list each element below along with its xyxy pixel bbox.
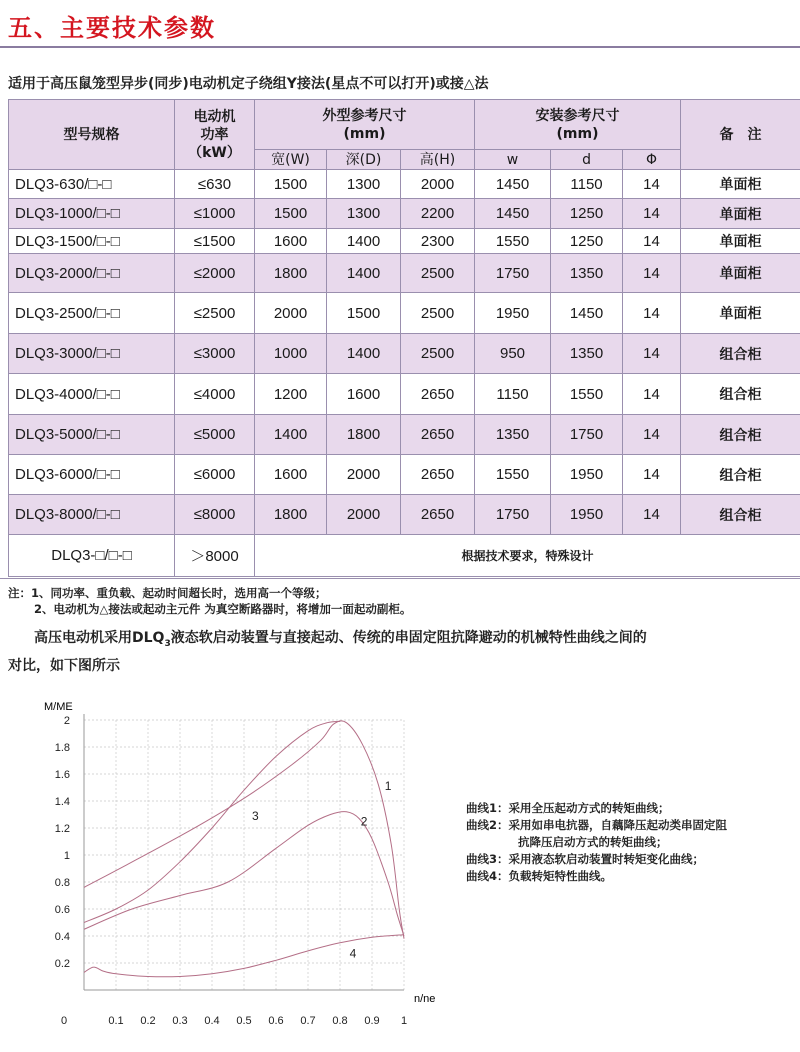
y-tick-label: 1.6 bbox=[55, 769, 70, 781]
y-tick-label: 0.2 bbox=[55, 958, 70, 970]
cell-phi: 14 bbox=[623, 495, 681, 535]
cell-d: 1950 bbox=[551, 495, 623, 535]
curve-label-1: 1 bbox=[385, 779, 392, 793]
cell-remark: 单面柜 bbox=[681, 229, 800, 254]
cell-width: 1600 bbox=[255, 229, 327, 254]
x-tick-label: 0.2 bbox=[140, 1015, 155, 1027]
table-row bbox=[9, 455, 800, 495]
header-install-line2: (mm) bbox=[475, 125, 680, 143]
cell-model: DLQ3-4000/□-□ bbox=[9, 374, 175, 415]
cell-height: 2300 bbox=[401, 229, 475, 254]
cell-model: DLQ3-8000/□-□ bbox=[9, 495, 175, 535]
curve-label-3: 3 bbox=[252, 809, 259, 823]
curve-label-2: 2 bbox=[361, 814, 368, 828]
cell-width: 1800 bbox=[255, 254, 327, 293]
y-tick-label: 0.6 bbox=[55, 904, 70, 916]
cell-power: ≤8000 bbox=[175, 495, 255, 535]
cell-power: ≤5000 bbox=[175, 415, 255, 455]
cell-height: 2000 bbox=[401, 170, 475, 199]
cell-width: 1400 bbox=[255, 415, 327, 455]
header-install-line1: 安装参考尺寸 bbox=[475, 107, 680, 125]
cell-depth: 1400 bbox=[327, 254, 401, 293]
cell-w: 1750 bbox=[475, 254, 551, 293]
cell-d: 1250 bbox=[551, 229, 623, 254]
cell-remark: 单面柜 bbox=[681, 170, 800, 199]
header-power bbox=[175, 100, 255, 170]
header-power-line2: 功率 bbox=[175, 126, 254, 144]
legend-curve-2b: 抗降压启动方式的转矩曲线； bbox=[466, 834, 796, 851]
cell-model: DLQ3-1000/□-□ bbox=[9, 199, 175, 229]
y-tick-label: 1.8 bbox=[55, 742, 70, 754]
cell-height: 2500 bbox=[401, 293, 475, 334]
intro-subscript: 3 bbox=[164, 639, 170, 649]
x-tick-label: 0.9 bbox=[364, 1015, 379, 1027]
table-row bbox=[9, 199, 800, 229]
curve-label-4: 4 bbox=[350, 947, 357, 961]
header-model: 型号规格 bbox=[9, 100, 175, 170]
cell-d: 1950 bbox=[551, 455, 623, 495]
header-height: 高(H) bbox=[401, 150, 475, 170]
cell-model: DLQ3-6000/□-□ bbox=[9, 455, 175, 495]
legend-curve-1: 曲线1：采用全压起动方式的转矩曲线； bbox=[466, 800, 796, 817]
table-row bbox=[9, 334, 800, 374]
cell-depth: 1300 bbox=[327, 170, 401, 199]
parameters-table bbox=[8, 99, 800, 577]
table-row bbox=[9, 254, 800, 293]
cell-model: DLQ3-630/□-□ bbox=[9, 170, 175, 199]
cell-height: 2650 bbox=[401, 495, 475, 535]
intro-text-b: 液态软启动装置与直接起动、传统的串固定阻抗降避动的机械特性曲线之间的 bbox=[171, 630, 647, 646]
cell-w: 1150 bbox=[475, 374, 551, 415]
header-power-line3: （kW） bbox=[175, 144, 254, 162]
x-tick-label: 0.5 bbox=[236, 1015, 251, 1027]
y-tick-label: 2 bbox=[64, 715, 70, 727]
cell-d: 1350 bbox=[551, 334, 623, 374]
x-tick-label: 0.1 bbox=[108, 1015, 123, 1027]
cell-depth: 2000 bbox=[327, 455, 401, 495]
y-tick-label: 0.8 bbox=[55, 877, 70, 889]
cell-phi: 14 bbox=[623, 229, 681, 254]
header-width: 宽(W) bbox=[255, 150, 327, 170]
cell-remark: 单面柜 bbox=[681, 199, 800, 229]
table-row bbox=[9, 170, 800, 199]
cell-depth: 1300 bbox=[327, 199, 401, 229]
x-tick-label: 0.4 bbox=[204, 1015, 219, 1027]
y-tick-label: 1.4 bbox=[55, 796, 70, 808]
cell-special-design-note: 根据技术要求，特殊设计 bbox=[255, 535, 800, 577]
title-divider bbox=[0, 46, 800, 48]
cell-remark: 组合柜 bbox=[681, 415, 800, 455]
table-row bbox=[9, 495, 800, 535]
cell-model: DLQ3-2000/□-□ bbox=[9, 254, 175, 293]
section-title: 五、主要技术参数 bbox=[8, 8, 216, 43]
cell-power: ≤3000 bbox=[175, 334, 255, 374]
header-outer-line1: 外型参考尺寸 bbox=[255, 107, 474, 125]
intro-line-2: 对比，如下图所示 bbox=[8, 655, 796, 677]
chart-x-axis-label: n/ne bbox=[414, 993, 435, 1005]
header-install-dimensions bbox=[475, 100, 681, 150]
table-row bbox=[9, 415, 800, 455]
cell-phi: 14 bbox=[623, 374, 681, 415]
cell-w: 1550 bbox=[475, 229, 551, 254]
cell-power: ≤6000 bbox=[175, 455, 255, 495]
torque-chart bbox=[0, 690, 440, 1048]
cell-power: ≤630 bbox=[175, 170, 255, 199]
cell-w: 1750 bbox=[475, 495, 551, 535]
header-outer-dimensions bbox=[255, 100, 475, 150]
cell-model: DLQ3-□/□-□ bbox=[9, 535, 175, 577]
torque-chart-svg bbox=[0, 690, 440, 1048]
cell-depth: 1400 bbox=[327, 334, 401, 374]
cell-depth: 1500 bbox=[327, 293, 401, 334]
cell-remark: 组合柜 bbox=[681, 374, 800, 415]
cell-depth: 1800 bbox=[327, 415, 401, 455]
note-line-1: 注：1、同功率、重负载、起动时间超长时，选用高一个等级； bbox=[8, 585, 411, 601]
table-row bbox=[9, 293, 800, 334]
cell-power: ≤1000 bbox=[175, 199, 255, 229]
cell-phi: 14 bbox=[623, 199, 681, 229]
cell-height: 2500 bbox=[401, 334, 475, 374]
cell-model: DLQ3-1500/□-□ bbox=[9, 229, 175, 254]
intro-line-1 bbox=[8, 627, 796, 655]
cell-width: 1600 bbox=[255, 455, 327, 495]
cell-remark: 单面柜 bbox=[681, 254, 800, 293]
table-caption: 适用于高压鼠笼型异步(同步)电动机定子绕组Y接法(星点不可以打开)或接△法 bbox=[8, 73, 489, 93]
cell-depth: 1600 bbox=[327, 374, 401, 415]
chart-ticks bbox=[55, 715, 407, 1027]
x-tick-label: 0 bbox=[61, 1015, 67, 1027]
x-tick-label: 0.8 bbox=[332, 1015, 347, 1027]
header-depth: 深(D) bbox=[327, 150, 401, 170]
x-tick-label: 0.6 bbox=[268, 1015, 283, 1027]
cell-phi: 14 bbox=[623, 455, 681, 495]
header-w: w bbox=[475, 150, 551, 170]
header-phi: Φ bbox=[623, 150, 681, 170]
cell-width: 1000 bbox=[255, 334, 327, 374]
table-row bbox=[9, 374, 800, 415]
header-remark: 备 注 bbox=[681, 100, 800, 170]
cell-d: 1150 bbox=[551, 170, 623, 199]
header-outer-line2: (mm) bbox=[255, 125, 474, 143]
cell-phi: 14 bbox=[623, 334, 681, 374]
cell-width: 1500 bbox=[255, 199, 327, 229]
cell-d: 1550 bbox=[551, 374, 623, 415]
cell-width: 1800 bbox=[255, 495, 327, 535]
cell-w: 1950 bbox=[475, 293, 551, 334]
cell-power: ≤2000 bbox=[175, 254, 255, 293]
cell-remark: 组合柜 bbox=[681, 495, 800, 535]
y-tick-label: 1.2 bbox=[55, 823, 70, 835]
cell-d: 1450 bbox=[551, 293, 623, 334]
cell-remark: 组合柜 bbox=[681, 334, 800, 374]
cell-power: ≤4000 bbox=[175, 374, 255, 415]
cell-model: DLQ3-2500/□-□ bbox=[9, 293, 175, 334]
x-tick-label: 0.3 bbox=[172, 1015, 187, 1027]
cell-w: 1350 bbox=[475, 415, 551, 455]
cell-power: ≤2500 bbox=[175, 293, 255, 334]
intro-paragraph bbox=[8, 627, 796, 677]
cell-w: 950 bbox=[475, 334, 551, 374]
cell-height: 2650 bbox=[401, 374, 475, 415]
chart-legend bbox=[466, 800, 796, 885]
cell-remark: 组合柜 bbox=[681, 455, 800, 495]
intro-text-a: 高压电动机采用DLQ bbox=[34, 630, 164, 646]
chart-curve-labels bbox=[252, 779, 392, 960]
cell-depth: 2000 bbox=[327, 495, 401, 535]
x-tick-label: 0.7 bbox=[300, 1015, 315, 1027]
cell-depth: 1400 bbox=[327, 229, 401, 254]
cell-height: 2650 bbox=[401, 415, 475, 455]
cell-d: 1250 bbox=[551, 199, 623, 229]
legend-curve-2a: 曲线2：采用如串电抗器，自藕降压起动类串固定阻 bbox=[466, 817, 796, 834]
table-notes bbox=[8, 585, 411, 617]
cell-w: 1550 bbox=[475, 455, 551, 495]
header-d: d bbox=[551, 150, 623, 170]
header-power-line1: 电动机 bbox=[175, 108, 254, 126]
cell-phi: 14 bbox=[623, 415, 681, 455]
cell-power: ＞8000 bbox=[175, 535, 255, 577]
cell-width: 1500 bbox=[255, 170, 327, 199]
cell-d: 1750 bbox=[551, 415, 623, 455]
cell-phi: 14 bbox=[623, 293, 681, 334]
cell-phi: 14 bbox=[623, 170, 681, 199]
cell-power: ≤1500 bbox=[175, 229, 255, 254]
cell-model: DLQ3-3000/□-□ bbox=[9, 334, 175, 374]
chart-y-axis-label: M/ME bbox=[44, 701, 73, 713]
legend-curve-3: 曲线3：采用液态软启动装置时转矩变化曲线； bbox=[466, 851, 796, 868]
cell-d: 1350 bbox=[551, 254, 623, 293]
y-tick-label: 1 bbox=[64, 850, 70, 862]
cell-width: 1200 bbox=[255, 374, 327, 415]
cell-height: 2500 bbox=[401, 254, 475, 293]
table-row bbox=[9, 535, 800, 577]
cell-phi: 14 bbox=[623, 254, 681, 293]
cell-remark: 单面柜 bbox=[681, 293, 800, 334]
cell-w: 1450 bbox=[475, 199, 551, 229]
table-bottom-divider bbox=[0, 578, 800, 579]
x-tick-label: 1 bbox=[401, 1015, 407, 1027]
cell-width: 2000 bbox=[255, 293, 327, 334]
y-tick-label: 0.4 bbox=[55, 931, 70, 943]
cell-height: 2200 bbox=[401, 199, 475, 229]
legend-curve-4: 曲线4：负载转矩特性曲线。 bbox=[466, 868, 796, 885]
note-line-2: 2、电动机为△接法或起动主元件 为真空断路器时，将增加一面起动副柜。 bbox=[8, 601, 411, 617]
cell-model: DLQ3-5000/□-□ bbox=[9, 415, 175, 455]
cell-height: 2650 bbox=[401, 455, 475, 495]
cell-w: 1450 bbox=[475, 170, 551, 199]
table-row bbox=[9, 229, 800, 254]
